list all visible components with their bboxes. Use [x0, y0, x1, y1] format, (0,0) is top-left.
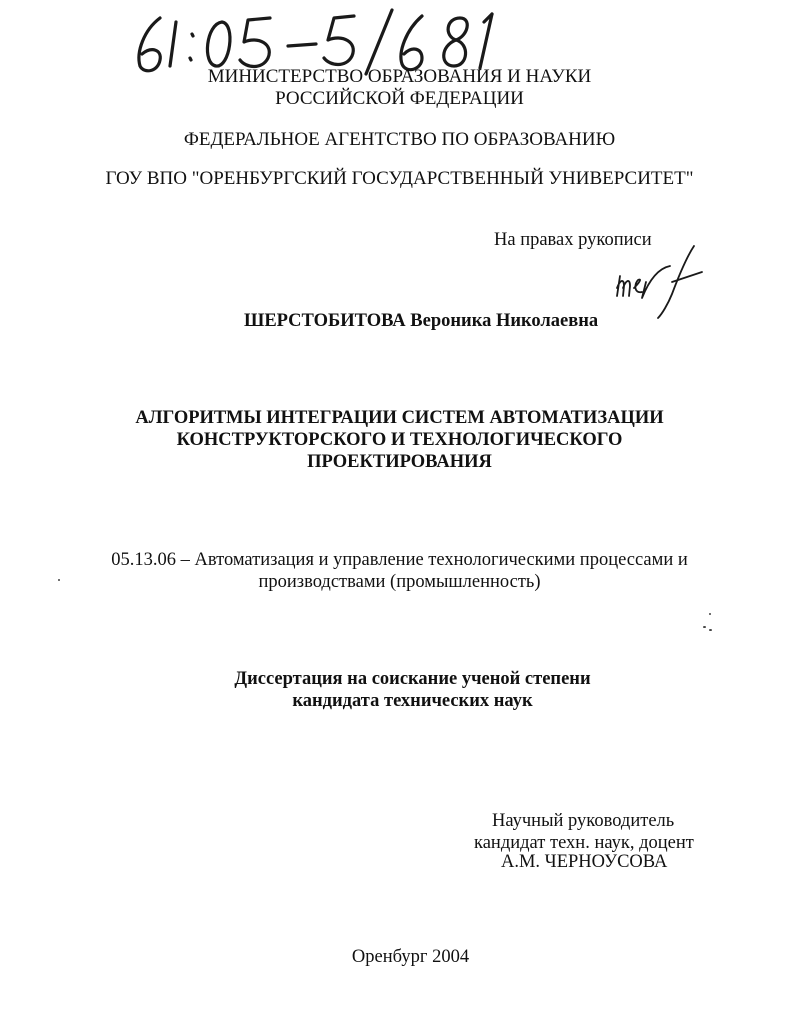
- supervisor-name: А.М. ЧЕРНОУСОВА: [501, 852, 668, 872]
- thesis-title-line-2: КОНСТРУКТОРСКОГО И ТЕХНОЛОГИЧЕСКОГО: [176, 430, 623, 450]
- degree-line-1: Диссертация на соискание ученой степени: [234, 669, 591, 689]
- author-signature: [612, 238, 712, 323]
- specialty-line-2: производствами (промышленность): [258, 572, 541, 592]
- ministry-line-1: МИНИСТЕРСТВО ОБРАЗОВАНИЯ И НАУКИ: [207, 66, 592, 87]
- degree-line-2: кандидата технических наук: [292, 691, 533, 711]
- supervisor-credentials: кандидат техн. наук, доцент: [474, 833, 694, 853]
- scan-speck: [709, 629, 712, 631]
- supervisor-role: Научный руководитель: [492, 811, 675, 831]
- specialty-line-1: 05.13.06 – Автоматизация и управление технологическими процессами и: [111, 550, 688, 570]
- author-given-names: Вероника Николаевна: [410, 311, 599, 331]
- scan-speck: [709, 613, 711, 615]
- scan-speck: [703, 626, 706, 628]
- place-and-year: Оренбург 2004: [351, 947, 470, 967]
- thesis-title-line-1: АЛГОРИТМЫ ИНТЕГРАЦИИ СИСТЕМ АВТОМАТИЗАЦИИ: [135, 408, 664, 428]
- author-surname: ШЕРСТОБИТОВА: [244, 311, 406, 331]
- manuscript-note: На правах рукописи: [494, 230, 652, 250]
- ministry-line-2: РОССИЙСКОЙ ФЕДЕРАЦИИ: [275, 88, 524, 109]
- agency-name: ФЕДЕРАЛЬНОЕ АГЕНТСТВО ПО ОБРАЗОВАНИЮ: [183, 129, 616, 150]
- university-name: ГОУ ВПО "ОРЕНБУРГСКИЙ ГОСУДАРСТВЕННЫЙ УНИВЕРСИТЕТ": [105, 168, 694, 189]
- scan-speck: [58, 579, 60, 581]
- author-name: [244, 310, 598, 332]
- thesis-title-line-3: ПРОЕКТИРОВАНИЯ: [307, 452, 492, 472]
